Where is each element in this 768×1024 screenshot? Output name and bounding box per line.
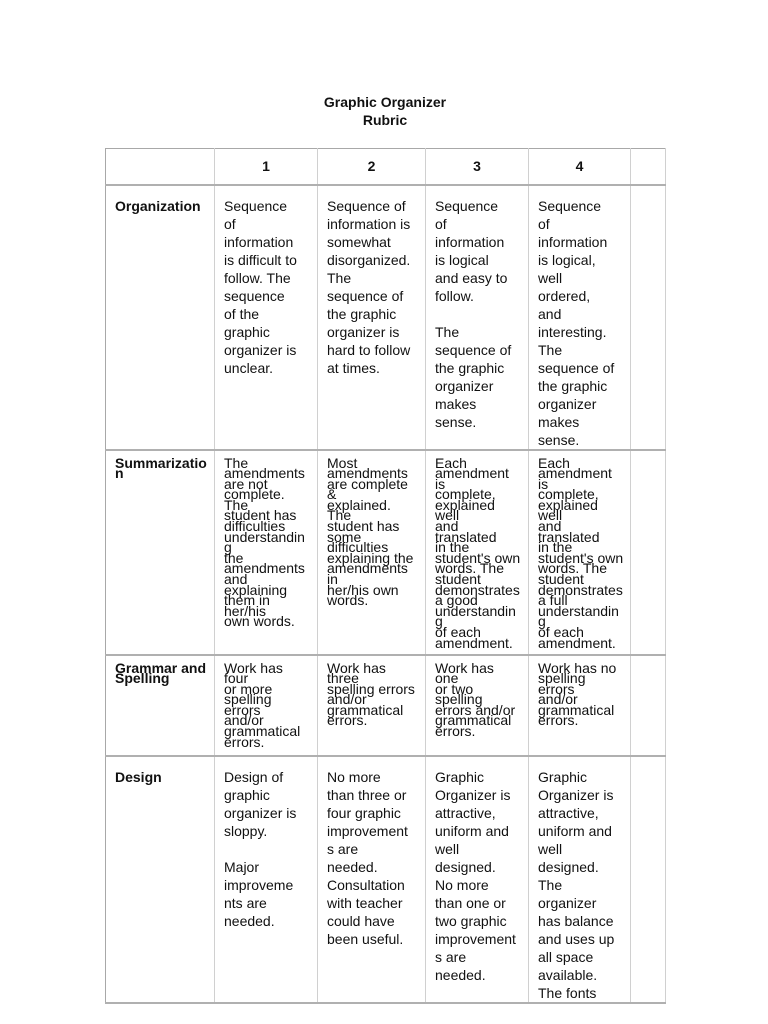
title-line-1: Graphic Organizer (323, 94, 447, 110)
table-cell (215, 185, 318, 450)
cell-text: Sequence of information is difficult to follow. The sequence of the graphic organizer is unclear. (224, 197, 297, 376)
cell-text: Work has no spelling errors and/or grammatical errors. (538, 659, 617, 729)
cell-text: Work has three spelling errors and/or grammatical errors. (327, 659, 415, 729)
cell-text: No more than three or four graphic improvement s are needed. Consultation with teacher could have been useful. (327, 768, 408, 947)
table-cell (215, 756, 318, 1003)
cell-text: Graphic Organizer is attractive, uniform and well designed. The organizer has balance and uses up all space available. The fonts (538, 768, 615, 1001)
table-cell (215, 450, 318, 655)
table-cell (318, 185, 426, 450)
cell-text: Work has four or more spelling errors and/or grammatical errors. (224, 659, 301, 750)
header-cell-extra (631, 149, 666, 185)
document-title (105, 93, 665, 129)
empty-cell (631, 655, 666, 756)
criterion-cell (106, 450, 215, 655)
table-cell (426, 450, 529, 655)
cell-text: Each amendment is complete, explained well and translated in the student's own words. The student demonstrates a full understandin g of each amendment. (538, 454, 624, 651)
table-cell (426, 756, 529, 1003)
header-cell-score-2: 2 (318, 149, 426, 185)
criterion-label: Design (115, 768, 162, 785)
header-cell-score-3: 3 (426, 149, 529, 185)
table-row-grammar-spelling (106, 655, 666, 756)
criterion-cell (106, 185, 215, 450)
empty-cell (631, 185, 666, 450)
table-cell (318, 655, 426, 756)
table-row-design (106, 756, 666, 1003)
table-cell (529, 655, 631, 756)
rubric-table (105, 148, 666, 1004)
cell-text: Graphic Organizer is attractive, uniform and well designed. No more than one or two graphic improvement s are needed. (435, 768, 516, 983)
criterion-cell (106, 756, 215, 1003)
cell-text: The amendments are not complete. The student has difficulties understandin g the amendments and explaining them in her/his own words. (224, 454, 305, 630)
table-cell (529, 185, 631, 450)
title-line-2: Rubric (362, 112, 408, 128)
header-cell-score-4: 4 (529, 149, 631, 185)
table-row-summarization (106, 450, 666, 655)
criterion-label: Summarizatio n (115, 454, 207, 482)
table-header-row (106, 149, 666, 185)
cell-text: Sequence of information is logical, well ordered, and interesting. The sequence of the graphic organizer makes sense. (538, 197, 615, 448)
cell-text: Work has one or two spelling errors and/or grammatical errors. (435, 659, 516, 740)
table-cell (426, 185, 529, 450)
table-cell (318, 450, 426, 655)
cell-text: Most amendments are complete & explained. The student has some difficulties explaining the amendments in her/his own words. (327, 454, 414, 609)
header-cell-score-1: 1 (215, 149, 318, 185)
cell-text: Design of graphic organizer is sloppy. Major improveme nts are needed. (224, 768, 297, 929)
empty-cell (631, 450, 666, 655)
criterion-label: Organization (115, 197, 201, 214)
table-row-organization (106, 185, 666, 450)
table-cell (215, 655, 318, 756)
cell-text: Each amendment is complete, explained well and translated in the student's own words. The student demonstrates a good understandin g of each amendment. (435, 454, 521, 651)
table-cell (318, 756, 426, 1003)
table-cell (426, 655, 529, 756)
criterion-label: Grammar and Spelling (115, 659, 207, 687)
header-cell-criteria (106, 149, 215, 185)
table-cell (529, 756, 631, 1003)
empty-cell (631, 756, 666, 1003)
cell-text: Sequence of information is logical and easy to follow. The sequence of the graphic organizer makes sense. (435, 197, 512, 430)
cell-text: Sequence of information is somewhat disorganized. The sequence of the graphic organizer is hard to follow at times. (327, 197, 411, 376)
criterion-cell (106, 655, 215, 756)
table-cell (529, 450, 631, 655)
